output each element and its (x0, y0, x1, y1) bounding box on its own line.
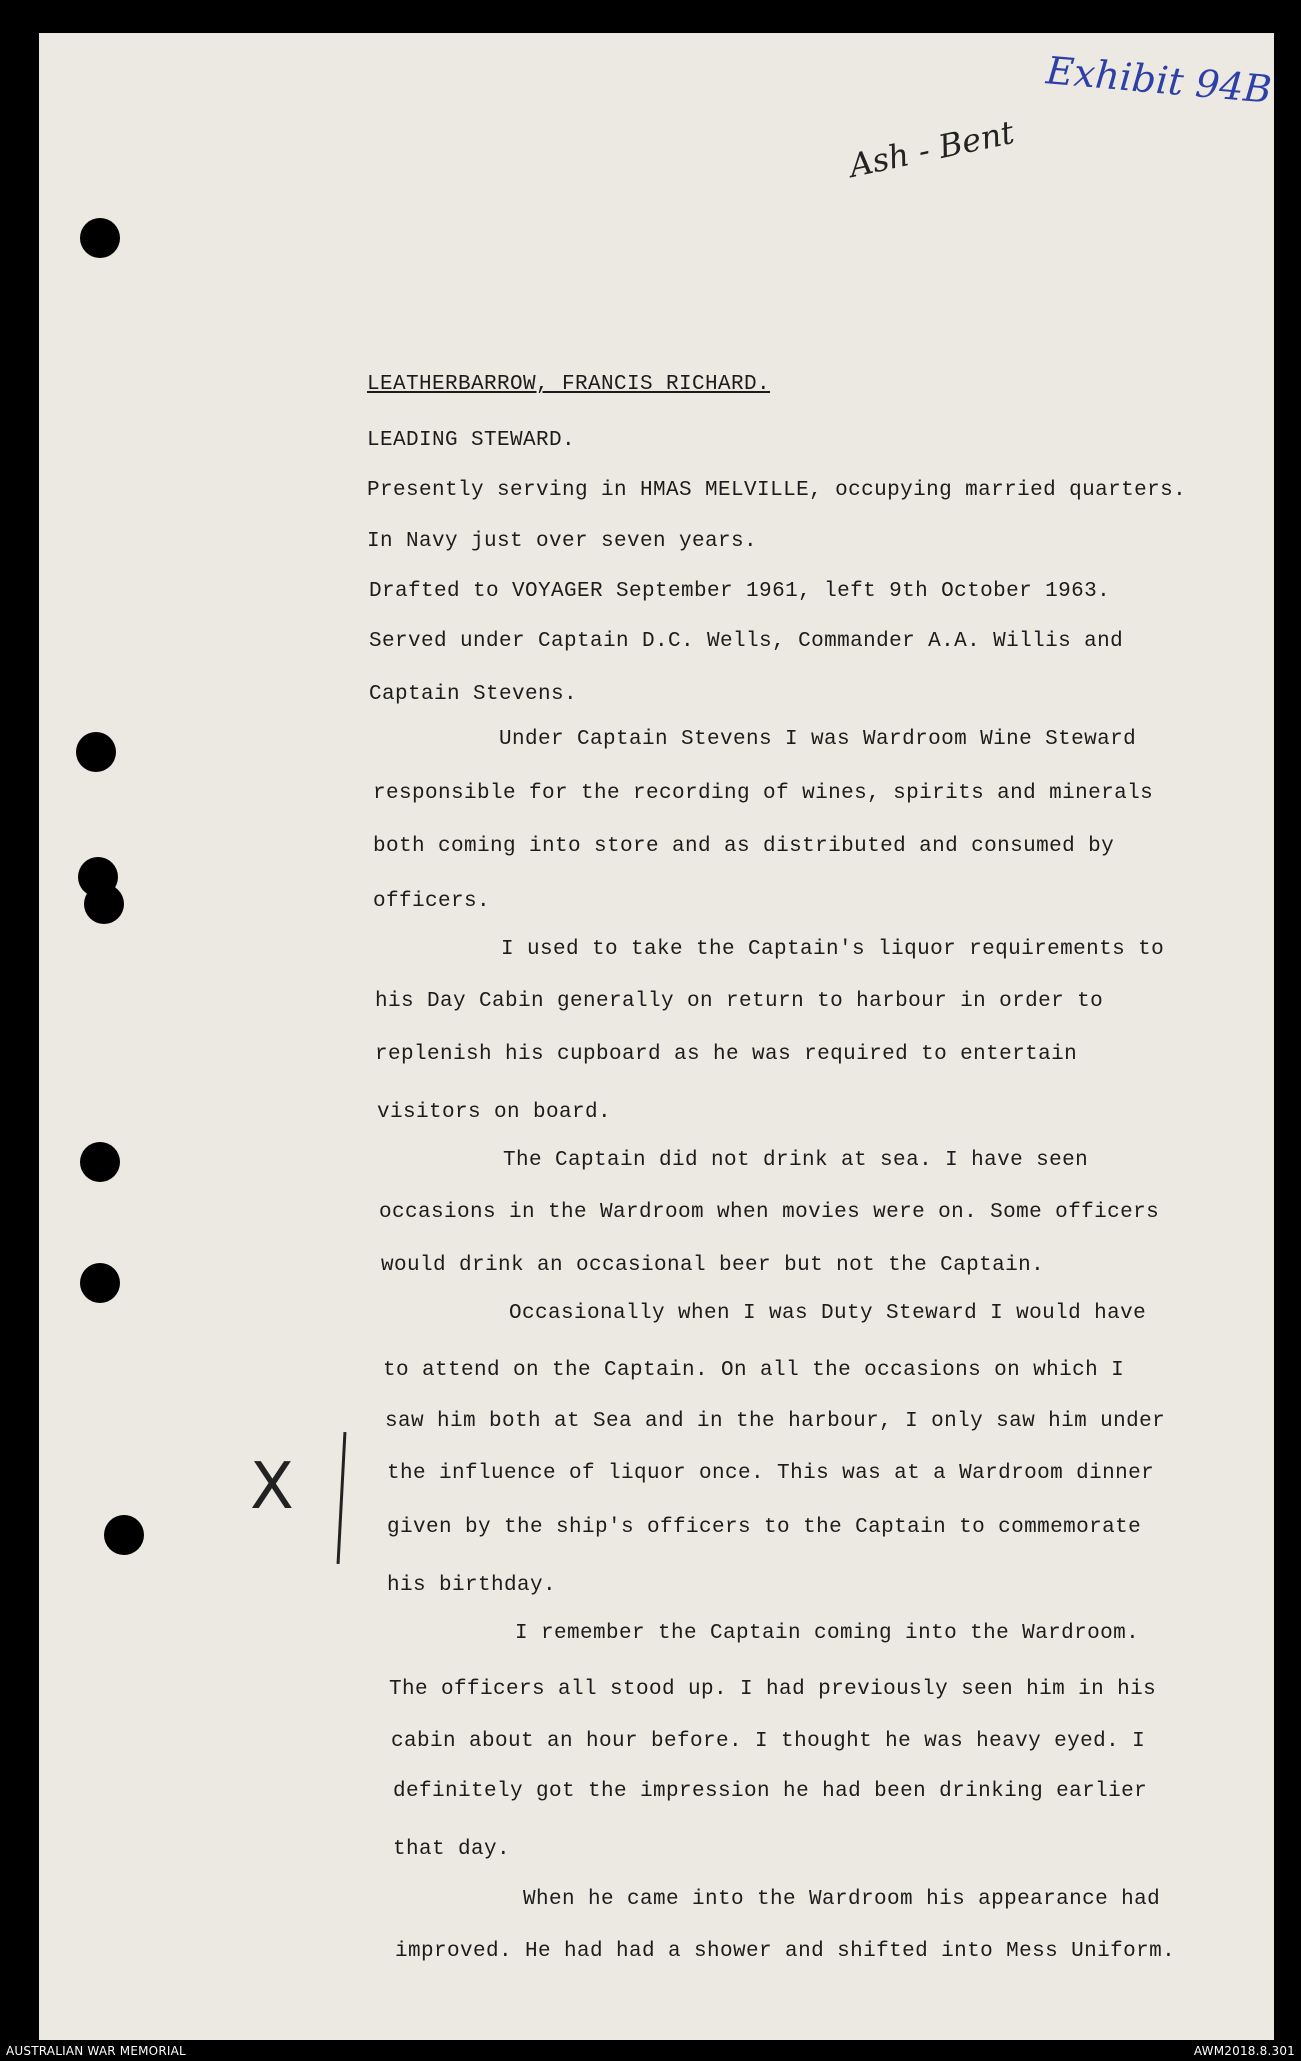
document-line: When he came into the Wardroom his appearance had (523, 1888, 1161, 1911)
document-line: The officers all stood up. I had previously seen him in his (389, 1678, 1157, 1701)
document-line: Drafted to VOYAGER September 1961, left 9th October 1963. (369, 580, 1111, 603)
margin-x-mark: X (250, 1450, 294, 1524)
document-line: I used to take the Captain's liquor requirements to (501, 938, 1165, 961)
punch-hole (104, 1515, 144, 1555)
document-line: Presently serving in HMAS MELVILLE, occupying married quarters. (367, 479, 1187, 502)
document-line: Occasionally when I was Duty Steward I would have (509, 1302, 1147, 1325)
document-line: The Captain did not drink at sea. I have seen (503, 1149, 1089, 1172)
document-line: his birthday. (387, 1574, 557, 1597)
document-line: his Day Cabin generally on return to harbour in order to (375, 990, 1104, 1013)
document-line: Served under Captain D.C. Wells, Commander A.A. Willis and (369, 630, 1124, 653)
document-line: occasions in the Wardroom when movies were on. Some officers (379, 1201, 1160, 1224)
initials-annotation: Ash - Bent (845, 113, 1018, 185)
punch-hole (84, 884, 124, 924)
document-line: given by the ship's officers to the Captain to commemorate (387, 1516, 1142, 1539)
document-line: cabin about an hour before. I thought he was heavy eyed. I (391, 1730, 1146, 1753)
document-line: improved. He had had a shower and shifted into Mess Uniform. (395, 1940, 1176, 1963)
punch-hole (80, 1142, 120, 1182)
exhibit-annotation: Exhibit 94B (1044, 48, 1274, 112)
document-line: the influence of liquor once. This was at a Wardroom dinner (387, 1462, 1155, 1485)
document-line: officers. (373, 890, 491, 913)
document-line: replenish his cupboard as he was required to entertain (375, 1043, 1078, 1066)
footer-reference: AWM2018.8.301 (1193, 2044, 1295, 2058)
document-line: would drink an occasional beer but not the Captain. (381, 1254, 1045, 1277)
punch-hole (80, 1263, 120, 1303)
document-heading: LEATHERBARROW, FRANCIS RICHARD. (367, 373, 771, 396)
document-line: to attend on the Captain. On all the occasions on which I (383, 1359, 1125, 1382)
footer-credit: AUSTRALIAN WAR MEMORIAL (6, 2044, 186, 2058)
document-line: saw him both at Sea and in the harbour, I only saw him under (385, 1410, 1166, 1433)
document-line: visitors on board. (377, 1101, 612, 1124)
document-line: In Navy just over seven years. (367, 530, 758, 553)
document-line: LEADING STEWARD. (367, 429, 576, 452)
document-line: definitely got the impression he had been drinking earlier (393, 1780, 1148, 1803)
document-line: responsible for the recording of wines, spirits and minerals (373, 782, 1154, 805)
document-line: that day. (393, 1838, 511, 1861)
document-line: Captain Stevens. (369, 683, 578, 706)
punch-hole (80, 218, 120, 258)
document-line: both coming into store and as distributed and consumed by (373, 835, 1115, 858)
document-line: Under Captain Stevens I was Wardroom Wine Steward (499, 728, 1137, 751)
document-line: I remember the Captain coming into the Wardroom. (515, 1622, 1140, 1645)
punch-hole (76, 732, 116, 772)
